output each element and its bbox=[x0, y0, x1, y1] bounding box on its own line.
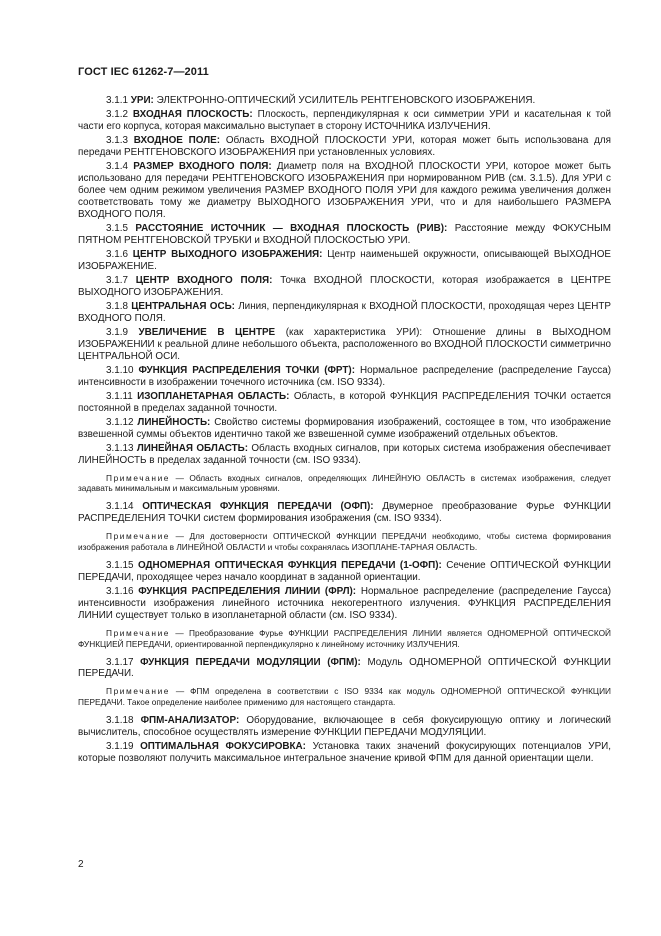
definition-text: Двумерное преобразование Фурье ФУНКЦИИ РАСПРЕДЕЛЕНИЯ ТОЧКИ систем формирования изображения (см. ISO 9334). bbox=[78, 501, 611, 525]
definition-3-1-12 bbox=[78, 417, 611, 441]
clause-number: 3.1.6 bbox=[106, 248, 128, 260]
note-label: Примечание bbox=[106, 686, 171, 697]
document-header: ГОСТ IEC 61262-7—2011 bbox=[78, 66, 209, 78]
definition-3-1-17 bbox=[78, 657, 611, 681]
clause-number: 3.1.17 bbox=[106, 656, 134, 668]
term: ОПТИЧЕСКАЯ ФУНКЦИЯ ПЕРЕДАЧИ (ОФП): bbox=[142, 501, 374, 513]
note-label: Примечание bbox=[106, 531, 171, 542]
term: ОДНОМЕРНАЯ ОПТИЧЕСКАЯ ФУНКЦИЯ ПЕРЕДАЧИ (1-ОФП): bbox=[137, 559, 442, 571]
definition-3-1-8 bbox=[78, 301, 611, 325]
definition-text: Сечение ОПТИЧЕСКОЙ ФУНКЦИИ ПЕРЕДАЧИ, проходящее через начало координат в заданной ориентации. bbox=[78, 559, 611, 583]
note-text: — Для достоверности ОПТИЧЕСКОЙ ФУНКЦИИ ПЕРЕДАЧИ необходимо, чтобы система формирования изображения работала в ЛИНЕЙНОЙ ОБЛАСТИ и чтобы сохранялась ИЗОПЛАНЕ-ТАРНАЯ ОБЛАСТЬ. bbox=[78, 531, 611, 553]
page-number: 2 bbox=[78, 859, 84, 870]
definition-3-1-6 bbox=[78, 249, 611, 273]
definition-text: Диаметр поля на ВХОДНОЙ ПЛОСКОСТИ УРИ, которое может быть использовано для передачи РЕНТГЕНОВСКОГО ИЗОБРАЖЕНИЯ при нормированном РИВ (см. 3.1.5). Для УРИ с более чем одним режимом увеличения РАЗМЕР ВХОДНОГО ПОЛЯ УРИ для каждого режима увеличения должен соответствовать тому же диаметру ВЫХОДНОГО ИЗОБРАЖЕНИЯ УРИ, что и для наибольшего РАЗМЕРА ВХОДНОГО ПОЛЯ. bbox=[78, 161, 611, 220]
definition-3-1-16 bbox=[78, 586, 611, 622]
note bbox=[78, 531, 611, 553]
clause-number: 3.1.14 bbox=[106, 501, 134, 513]
definition-text: Линия, перпендикулярная к ВХОДНОЙ ПЛОСКОСТИ, проходящая через ЦЕНТР ВХОДНОГО ПОЛЯ. bbox=[78, 300, 611, 324]
definition-text: Область, в которой ФУНКЦИЯ РАСПРЕДЕЛЕНИЯ ТОЧКИ остается постоянной в пределах заданной точности. bbox=[78, 390, 611, 414]
term: ИЗОПЛАНЕТАРНАЯ ОБЛАСТЬ: bbox=[137, 390, 290, 402]
clause-number: 3.1.19 bbox=[106, 741, 134, 753]
definition-3-1-1 bbox=[78, 95, 611, 107]
clause-number: 3.1.7 bbox=[106, 274, 128, 286]
definition-text: Точка ВХОДНОЙ ПЛОСКОСТИ, которая изображается в ЦЕНТРЕ ВЫХОДНОГО ИЗОБРАЖЕНИЯ. bbox=[78, 274, 611, 298]
term: УРИ: bbox=[130, 95, 154, 106]
definition-3-1-11 bbox=[78, 391, 611, 415]
note-text: — Область входных сигналов, определяющих ЛИНЕЙНУЮ ОБЛАСТЬ в системах изображения, следует задавать минимальным и максимальным уровнями. bbox=[78, 472, 611, 494]
clause-number: 3.1.16 bbox=[106, 585, 134, 597]
term: ВХОДНОЕ ПОЛЕ: bbox=[133, 135, 220, 147]
definition-text: Расстояние между ФОКУСНЫМ ПЯТНОМ РЕНТГЕНОВСКОЙ ТРУБКИ и ВХОДНОЙ ПЛОСКОСТЬЮ УРИ. bbox=[78, 222, 612, 246]
definition-text: Модуль ОДНОМЕРНОЙ ОПТИЧЕСКОЙ ФУНКЦИИ ПЕРЕДАЧИ. bbox=[78, 656, 611, 680]
note bbox=[78, 628, 611, 650]
term: УВЕЛИЧЕНИЕ В ЦЕНТРЕ bbox=[138, 326, 276, 338]
note bbox=[78, 473, 611, 495]
definition-text: (как характеристика УРИ): Отношение длины в ВЫХОДНОМ ИЗОБРАЖЕНИИ к реальной длине небольшого объекта, расположенного во ВХОДНОЙ ПЛОСКОСТИ симметрично ЦЕНТРАЛЬНОЙ ОСИ. bbox=[78, 326, 611, 362]
definition-3-1-14 bbox=[78, 501, 611, 525]
term: ОПТИМАЛЬНАЯ ФОКУСИРОВКА: bbox=[140, 741, 306, 753]
definition-3-1-19 bbox=[78, 741, 611, 765]
note bbox=[78, 686, 611, 708]
definition-3-1-5 bbox=[78, 223, 611, 247]
definitions-section bbox=[78, 95, 611, 767]
note-label: Примечание bbox=[106, 627, 171, 638]
clause-number: 3.1.2 bbox=[106, 109, 128, 121]
definition-text: Нормальное распределение (распределение Гаусса) интенсивности изображения линейного источника некогерентного излучения. ФУНКЦИЯ РАСПРЕДЕЛЕНИЯ ЛИНИИ существует только в изопланетарной области (см. ISO 9334). bbox=[78, 585, 611, 621]
clause-number: 3.1.8 bbox=[106, 300, 128, 312]
clause-number: 3.1.10 bbox=[106, 364, 134, 376]
term: ВХОДНАЯ ПЛОСКОСТЬ: bbox=[132, 109, 253, 121]
clause-number: 3.1.12 bbox=[106, 416, 134, 428]
definition-text: Область входных сигналов, при которых система изображения обеспечивает ЛИНЕЙНОСТЬ в пределах заданной точности (см. ISO 9334). bbox=[78, 442, 611, 466]
clause-number: 3.1.11 bbox=[106, 390, 133, 402]
clause-number: 3.1.4 bbox=[106, 161, 128, 173]
term: ЛИНЕЙНАЯ ОБЛАСТЬ: bbox=[136, 442, 249, 454]
note-label: Примечание bbox=[106, 472, 171, 483]
term: ЦЕНТРАЛЬНАЯ ОСЬ: bbox=[131, 300, 235, 312]
term: ФПМ-АНАЛИЗАТОР: bbox=[140, 715, 240, 727]
note-text: — Преобразование Фурье ФУНКЦИИ РАСПРЕДЕЛЕНИЯ ЛИНИИ является ОДНОМЕРНОЙ ОПТИЧЕСКОЙ ФУНКЦИЕЙ ПЕРЕДАЧИ, ориентированной перпендикулярно к линейному источнику ИЗЛУЧЕНИЯ. bbox=[78, 627, 611, 649]
definition-3-1-9 bbox=[78, 327, 611, 363]
term: ФУНКЦИЯ РАСПРЕДЕЛЕНИЯ ТОЧКИ (ФРТ): bbox=[138, 364, 355, 376]
clause-number: 3.1.3 bbox=[106, 135, 128, 147]
term: ЦЕНТР ВХОДНОГО ПОЛЯ: bbox=[135, 274, 273, 286]
definition-text: Центр наименьшей окружности, описывающей ВЫХОДНОЕ ИЗОБРАЖЕНИЕ. bbox=[78, 248, 611, 272]
definition-text: Нормальное распределение (распределение Гаусса) интенсивности в изображении точечного источника (см. ISO 9334). bbox=[78, 364, 611, 388]
term: ЦЕНТР ВЫХОДНОГО ИЗОБРАЖЕНИЯ: bbox=[132, 248, 323, 260]
definition-text: Свойство системы формирования изображений, состоящее в том, что изображение взвешенной суммы объектов идентично такой же взвешенной сумме изображений отдельных объектов. bbox=[78, 416, 611, 440]
clause-number: 3.1.15 bbox=[106, 559, 134, 571]
definition-text: Оборудование, включающее в себя фокусирующую оптику и логический вычислитель, способное осуществлять измерение ФУНКЦИИ ПЕРЕДАЧИ МОДУЛЯЦИИ. bbox=[78, 715, 612, 739]
term: РАЗМЕР ВХОДНОГО ПОЛЯ: bbox=[133, 161, 272, 173]
term: ФУНКЦИЯ ПЕРЕДАЧИ МОДУЛЯЦИИ (ФПМ): bbox=[140, 656, 361, 668]
definition-text: Область ВХОДНОЙ ПЛОСКОСТИ УРИ, которая может быть использована для передачи РЕНТГЕНОВСКОГО ИЗОБРАЖЕНИЯ при установленных условиях. bbox=[78, 135, 611, 158]
term: РАССТОЯНИЕ ИСТОЧНИК — ВХОДНАЯ ПЛОСКОСТЬ (РИВ): bbox=[135, 222, 448, 234]
definition-text: Плоскость, перпендикулярная к оси симметрии УРИ и касательная к той части его корпуса, которая максимально выступает в сторону ИСТОЧНИКА ИЗЛУЧЕНИЯ. bbox=[78, 109, 611, 132]
clause-number: 3.1.13 bbox=[106, 442, 134, 454]
clause-number: 3.1.18 bbox=[106, 715, 134, 727]
definition-3-1-13 bbox=[78, 443, 611, 467]
definition-text: ЭЛЕКТРОННО-ОПТИЧЕСКИЙ УСИЛИТЕЛЬ РЕНТГЕНОВСКОГО ИЗОБРАЖЕНИЯ. bbox=[156, 95, 536, 106]
definition-3-1-18 bbox=[78, 715, 611, 739]
clause-number: 3.1.5 bbox=[106, 222, 128, 234]
term: ЛИНЕЙНОСТЬ: bbox=[137, 416, 211, 428]
clause-number: 3.1.1 bbox=[106, 95, 128, 106]
definition-3-1-7 bbox=[78, 275, 611, 299]
definition-3-1-4 bbox=[78, 161, 611, 221]
definition-3-1-15 bbox=[78, 560, 611, 584]
definition-3-1-2 bbox=[78, 109, 611, 133]
term: ФУНКЦИЯ РАСПРЕДЕЛЕНИЯ ЛИНИИ (ФРЛ): bbox=[138, 585, 357, 597]
clause-number: 3.1.9 bbox=[106, 326, 128, 338]
definition-3-1-10 bbox=[78, 365, 611, 389]
note-text: — ФПМ определена в соответствии с ISO 9334 как модуль ОДНОМЕРНОЙ ОПТИЧЕСКОЙ ФУНКЦИИ ПЕРЕДАЧИ. Такое определение наиболее применимо для настоящего стандарта. bbox=[78, 686, 611, 708]
definition-text: Установка таких значений фокусирующих потенциалов УРИ, которые позволяют получить максимальное интегральное значение кривой ФПМ для данной ориентации щели. bbox=[78, 741, 611, 765]
definition-3-1-3 bbox=[78, 135, 611, 159]
